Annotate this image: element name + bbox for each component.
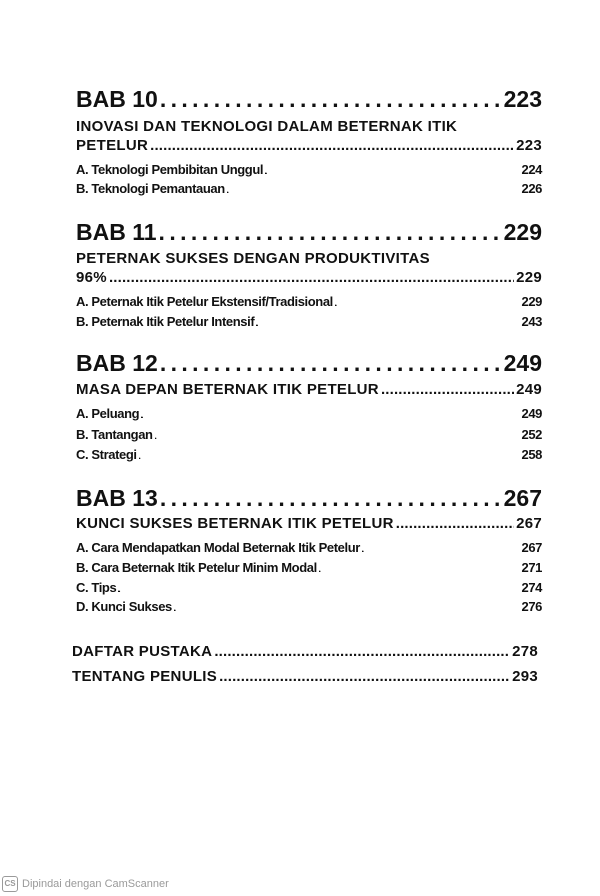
chapter-title-page: 267 [516, 515, 542, 532]
watermark-text: Dipindai dengan CamScanner [22, 878, 169, 890]
toc-entry [76, 540, 542, 555]
toc-entry-tentang-penulis [72, 668, 538, 685]
toc-entry [76, 162, 542, 177]
dot-leader [159, 219, 502, 246]
chapter-title-line: PETERNAK SUKSES DENGAN PRODUKTIVITAS [76, 250, 430, 267]
dot-leader [141, 406, 519, 421]
toc-entry-page: 267 [521, 540, 542, 555]
toc-entry-label: A. Teknologi Pembibitan Unggul [76, 162, 264, 177]
dot-leader [335, 294, 520, 309]
dot-leader [160, 485, 502, 512]
dot-leader [155, 427, 520, 442]
chapter-heading-label: BAB 11 [76, 219, 157, 245]
toc-entry [76, 447, 542, 462]
chapter-heading-label: BAB 10 [76, 86, 158, 112]
chapter-title-label: PETELUR [76, 137, 149, 154]
toc-entry-page: 224 [521, 162, 542, 177]
chapter-title-bab-10 [76, 137, 542, 154]
toc-entry-label: C. Tips [76, 580, 117, 595]
toc-entry-daftar-pustaka [72, 643, 538, 660]
toc-entry [76, 314, 542, 329]
toc-entry-page: 278 [512, 643, 538, 660]
dot-leader [381, 381, 514, 398]
dot-leader [214, 643, 510, 660]
toc-entry [76, 560, 542, 575]
scanner-watermark [2, 876, 169, 892]
chapter-heading-page: 229 [503, 219, 542, 245]
toc-entry-page: 249 [521, 406, 542, 421]
dot-leader [150, 137, 514, 154]
chapter-title-bab-13 [76, 515, 542, 532]
toc-entry-page: 252 [521, 427, 542, 442]
chapter-title-line: INOVASI DAN TEKNOLOGI DALAM BETERNAK ITIK [76, 118, 458, 135]
toc-entry-page: 293 [512, 668, 538, 685]
dot-leader [160, 86, 502, 113]
chapter-heading-page: 267 [503, 485, 542, 511]
chapter-title-label: 96% [76, 269, 107, 286]
toc-entry-label: B. Teknologi Pemantauan [76, 181, 225, 196]
dot-leader [319, 560, 520, 575]
dot-leader [265, 162, 519, 177]
camscanner-icon: CS [2, 876, 18, 892]
chapter-heading-bab-11 [76, 219, 542, 246]
toc-entry-label: TENTANG PENULIS [72, 668, 218, 685]
chapter-title-page: 229 [516, 269, 542, 286]
chapter-title-bab-12 [76, 381, 542, 398]
toc-entry-label: B. Peternak Itik Petelur Intensif [76, 314, 255, 329]
chapter-heading-page: 249 [503, 350, 542, 376]
chapter-heading-bab-10 [76, 86, 542, 113]
dot-leader [139, 447, 520, 462]
chapter-title-page: 223 [516, 137, 542, 154]
chapter-title-bab-11 [76, 269, 542, 286]
toc-entry-page: 229 [521, 294, 542, 309]
toc-entry-label: B. Cara Beternak Itik Petelur Minim Modal [76, 560, 317, 575]
toc-entry-label: C. Strategi [76, 447, 137, 462]
toc-entry-label: B. Tantangan [76, 427, 153, 442]
toc-entry-label: DAFTAR PUSTAKA [72, 643, 213, 660]
toc-entry-label: A. Cara Mendapatkan Modal Beternak Itik Petelur [76, 540, 360, 555]
dot-leader [396, 515, 514, 532]
toc-entry-label: D. Kunci Sukses [76, 599, 172, 614]
toc-entry [76, 181, 542, 196]
dot-leader [160, 350, 502, 377]
toc-entry [76, 406, 542, 421]
dot-leader [174, 599, 520, 614]
chapter-title-page: 249 [516, 381, 542, 398]
toc-entry-page: 271 [521, 560, 542, 575]
chapter-heading-label: BAB 12 [76, 350, 158, 376]
dot-leader [118, 580, 519, 595]
dot-leader [227, 181, 520, 196]
toc-entry [76, 294, 542, 309]
toc-entry [76, 580, 542, 595]
toc-entry [76, 427, 542, 442]
chapter-heading-bab-12 [76, 350, 542, 377]
dot-leader [219, 668, 510, 685]
chapter-heading-bab-13 [76, 485, 542, 512]
toc-entry-page: 274 [521, 580, 542, 595]
toc-entry-page: 276 [521, 599, 542, 614]
dot-leader [256, 314, 519, 329]
dot-leader [109, 269, 514, 286]
toc-entry [76, 599, 542, 614]
chapter-title-label: MASA DEPAN BETERNAK ITIK PETELUR [76, 381, 379, 398]
toc-entry-label: A. Peluang [76, 406, 140, 421]
chapter-heading-page: 223 [503, 86, 542, 112]
chapter-heading-label: BAB 13 [76, 485, 158, 511]
toc-entry-page: 226 [521, 181, 542, 196]
chapter-title-label: KUNCI SUKSES BETERNAK ITIK PETELUR [76, 515, 394, 532]
toc-entry-label: A. Peternak Itik Petelur Ekstensif/Tradisional [76, 294, 333, 309]
toc-entry-page: 258 [521, 447, 542, 462]
toc-entry-page: 243 [521, 314, 542, 329]
dot-leader [362, 540, 520, 555]
